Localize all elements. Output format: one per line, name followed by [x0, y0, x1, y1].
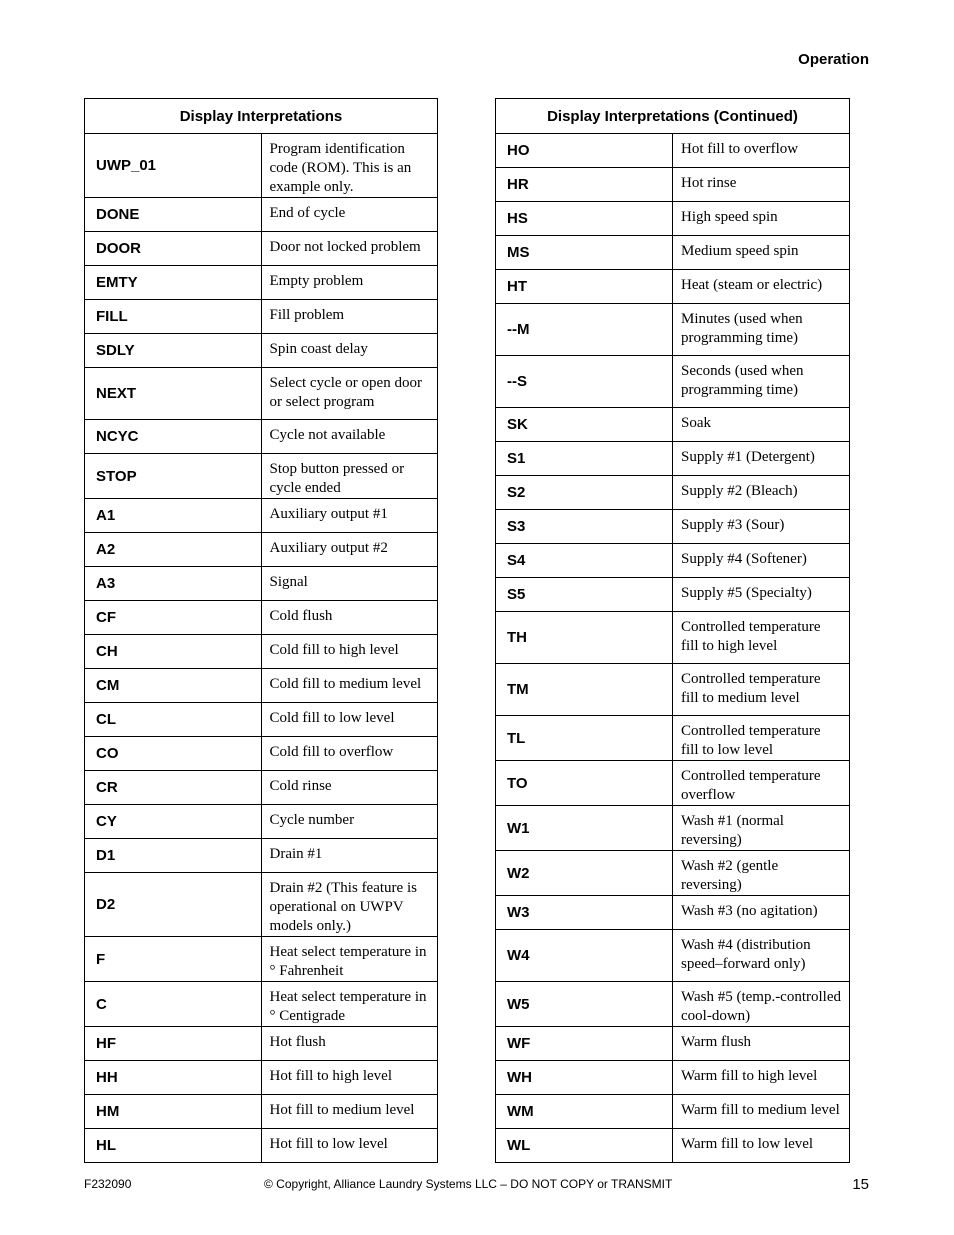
- table-row: [85, 873, 438, 937]
- code-description: Wash #3 (no agitation): [673, 896, 850, 930]
- display-interpretations-table: [84, 98, 438, 1163]
- table-row: [496, 134, 850, 168]
- code-description: Auxiliary output #2: [261, 533, 438, 567]
- display-code: HL: [85, 1129, 262, 1163]
- display-code: C: [85, 982, 262, 1027]
- table-body: [85, 134, 438, 1163]
- display-code: F: [85, 937, 262, 982]
- table-header-row: [85, 99, 438, 134]
- code-description: Cold rinse: [261, 771, 438, 805]
- code-description: Warm fill to low level: [673, 1129, 850, 1163]
- table-body: [496, 134, 850, 1163]
- display-code: CL: [85, 703, 262, 737]
- display-code: SDLY: [85, 334, 262, 368]
- table-row: [85, 635, 438, 669]
- code-description: Select cycle or open door or select program: [261, 368, 438, 420]
- table-row: [496, 1129, 850, 1163]
- section-header: Operation: [798, 51, 869, 68]
- code-description: Auxiliary output #1: [261, 499, 438, 533]
- table-row: [85, 232, 438, 266]
- table-row: [85, 1027, 438, 1061]
- display-code: FILL: [85, 300, 262, 334]
- table-row: [496, 806, 850, 851]
- display-code: CH: [85, 635, 262, 669]
- table-row: [496, 1061, 850, 1095]
- code-description: Program identification code (ROM). This is an example only.: [261, 134, 438, 198]
- display-code: STOP: [85, 454, 262, 499]
- code-description: Spin coast delay: [261, 334, 438, 368]
- table-row: [85, 567, 438, 601]
- display-code: CF: [85, 601, 262, 635]
- display-code: TL: [496, 716, 673, 761]
- table-row: [85, 300, 438, 334]
- display-code: MS: [496, 236, 673, 270]
- table-row: [496, 304, 850, 356]
- display-code: CO: [85, 737, 262, 771]
- display-code: S5: [496, 578, 673, 612]
- display-code: W4: [496, 930, 673, 982]
- document-number: F232090: [84, 1177, 132, 1191]
- table-row: [85, 805, 438, 839]
- copyright-notice: © Copyright, Alliance Laundry Systems LLC – DO NOT COPY or TRANSMIT: [264, 1177, 673, 1191]
- table-row: [496, 168, 850, 202]
- display-code: CY: [85, 805, 262, 839]
- code-description: Wash #4 (distribution speed–forward only): [673, 930, 850, 982]
- code-description: Hot rinse: [673, 168, 850, 202]
- table-row: [85, 1129, 438, 1163]
- table-row: [85, 266, 438, 300]
- table-row: [496, 578, 850, 612]
- code-description: Stop button pressed or cycle ended: [261, 454, 438, 499]
- table-row: [85, 198, 438, 232]
- display-code: S3: [496, 510, 673, 544]
- display-code: HO: [496, 134, 673, 168]
- code-description: Cold fill to medium level: [261, 669, 438, 703]
- display-code: CM: [85, 669, 262, 703]
- table-header-row: [496, 99, 850, 134]
- code-description: Heat select temperature in ° Fahrenheit: [261, 937, 438, 982]
- table-row: [85, 771, 438, 805]
- code-description: Empty problem: [261, 266, 438, 300]
- code-description: Door not locked problem: [261, 232, 438, 266]
- code-description: Heat select temperature in ° Centigrade: [261, 982, 438, 1027]
- display-code: W2: [496, 851, 673, 896]
- table-row: [85, 454, 438, 499]
- code-description: Drain #2 (This feature is operational on UWPV models only.): [261, 873, 438, 937]
- display-code: A2: [85, 533, 262, 567]
- code-description: Minutes (used when programming time): [673, 304, 850, 356]
- display-code: WF: [496, 1027, 673, 1061]
- display-code: A3: [85, 567, 262, 601]
- display-code: S2: [496, 476, 673, 510]
- display-code: TM: [496, 664, 673, 716]
- code-description: Supply #4 (Softener): [673, 544, 850, 578]
- table-row: [496, 761, 850, 806]
- code-description: Cold fill to overflow: [261, 737, 438, 771]
- display-code: S4: [496, 544, 673, 578]
- table-row: [496, 442, 850, 476]
- display-code: SK: [496, 408, 673, 442]
- display-code: WM: [496, 1095, 673, 1129]
- display-code: W5: [496, 982, 673, 1027]
- code-description: Hot fill to high level: [261, 1061, 438, 1095]
- code-description: Medium speed spin: [673, 236, 850, 270]
- table-row: [496, 930, 850, 982]
- code-description: Fill problem: [261, 300, 438, 334]
- display-code: A1: [85, 499, 262, 533]
- table-row: [496, 544, 850, 578]
- table-row: [496, 851, 850, 896]
- display-code: TO: [496, 761, 673, 806]
- table-row: [85, 499, 438, 533]
- display-code: S1: [496, 442, 673, 476]
- display-code: EMTY: [85, 266, 262, 300]
- table-title: Display Interpretations (Continued): [496, 99, 850, 134]
- code-description: Controlled temperature fill to low level: [673, 716, 850, 761]
- code-description: Controlled temperature fill to medium level: [673, 664, 850, 716]
- code-description: Soak: [673, 408, 850, 442]
- table-row: [496, 664, 850, 716]
- table-row: [496, 1095, 850, 1129]
- display-code: DONE: [85, 198, 262, 232]
- code-description: Warm fill to high level: [673, 1061, 850, 1095]
- display-code: HH: [85, 1061, 262, 1095]
- display-code: CR: [85, 771, 262, 805]
- display-code: HT: [496, 270, 673, 304]
- display-code: TH: [496, 612, 673, 664]
- table-row: [496, 476, 850, 510]
- display-code: HS: [496, 202, 673, 236]
- display-code: WL: [496, 1129, 673, 1163]
- code-description: Heat (steam or electric): [673, 270, 850, 304]
- table-row: [85, 1061, 438, 1095]
- table-row: [496, 1027, 850, 1061]
- table-row: [496, 408, 850, 442]
- table-row: [496, 202, 850, 236]
- display-code: W1: [496, 806, 673, 851]
- table-row: [85, 703, 438, 737]
- table-row: [496, 982, 850, 1027]
- table-row: [85, 134, 438, 198]
- table-row: [85, 420, 438, 454]
- code-description: Controlled temperature fill to high level: [673, 612, 850, 664]
- code-description: Cycle not available: [261, 420, 438, 454]
- code-description: Supply #5 (Specialty): [673, 578, 850, 612]
- code-description: Cold flush: [261, 601, 438, 635]
- display-code: HR: [496, 168, 673, 202]
- table-row: [85, 368, 438, 420]
- table-row: [85, 601, 438, 635]
- table-row: [496, 510, 850, 544]
- code-description: Supply #3 (Sour): [673, 510, 850, 544]
- display-code: HM: [85, 1095, 262, 1129]
- code-description: End of cycle: [261, 198, 438, 232]
- code-description: Wash #2 (gentle reversing): [673, 851, 850, 896]
- table-row: [85, 839, 438, 873]
- display-code: WH: [496, 1061, 673, 1095]
- table-row: [85, 737, 438, 771]
- code-description: Signal: [261, 567, 438, 601]
- code-description: Controlled temperature overflow: [673, 761, 850, 806]
- table-row: [85, 982, 438, 1027]
- code-description: Cycle number: [261, 805, 438, 839]
- display-interpretations-continued-table: [495, 98, 850, 1163]
- table-row: [85, 937, 438, 982]
- code-description: Hot flush: [261, 1027, 438, 1061]
- code-description: Drain #1: [261, 839, 438, 873]
- display-code: D1: [85, 839, 262, 873]
- display-code: NEXT: [85, 368, 262, 420]
- code-description: High speed spin: [673, 202, 850, 236]
- table-row: [496, 236, 850, 270]
- table-row: [496, 612, 850, 664]
- table-title: Display Interpretations: [85, 99, 438, 134]
- table-row: [85, 1095, 438, 1129]
- code-description: Hot fill to overflow: [673, 134, 850, 168]
- table-row: [85, 334, 438, 368]
- code-description: Wash #1 (normal reversing): [673, 806, 850, 851]
- display-code: W3: [496, 896, 673, 930]
- table-row: [496, 716, 850, 761]
- code-description: Hot fill to medium level: [261, 1095, 438, 1129]
- code-description: Cold fill to high level: [261, 635, 438, 669]
- display-code: --S: [496, 356, 673, 408]
- code-description: Warm flush: [673, 1027, 850, 1061]
- table-row: [85, 533, 438, 567]
- display-code: NCYC: [85, 420, 262, 454]
- code-description: Warm fill to medium level: [673, 1095, 850, 1129]
- display-code: --M: [496, 304, 673, 356]
- page-number: 15: [852, 1176, 869, 1193]
- code-description: Cold fill to low level: [261, 703, 438, 737]
- code-description: Wash #5 (temp.-controlled cool-down): [673, 982, 850, 1027]
- table-row: [496, 896, 850, 930]
- code-description: Supply #1 (Detergent): [673, 442, 850, 476]
- table-row: [85, 669, 438, 703]
- display-code: D2: [85, 873, 262, 937]
- display-code: UWP_01: [85, 134, 262, 198]
- display-code: DOOR: [85, 232, 262, 266]
- display-code: HF: [85, 1027, 262, 1061]
- table-row: [496, 356, 850, 408]
- table-row: [496, 270, 850, 304]
- code-description: Supply #2 (Bleach): [673, 476, 850, 510]
- code-description: Seconds (used when programming time): [673, 356, 850, 408]
- code-description: Hot fill to low level: [261, 1129, 438, 1163]
